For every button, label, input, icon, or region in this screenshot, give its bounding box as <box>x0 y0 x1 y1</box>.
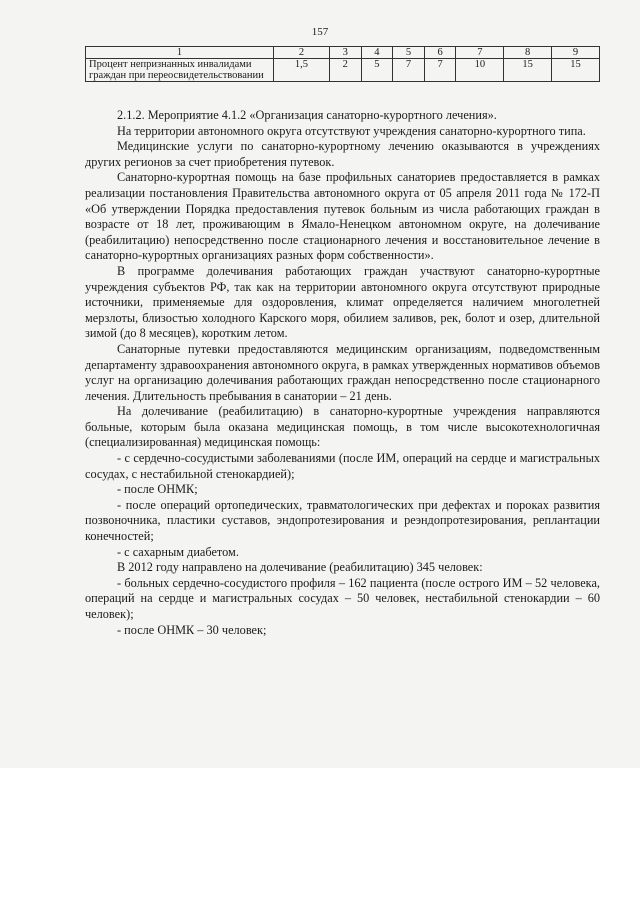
paragraph: На долечивание (реабилитацию) в санаторно-курортные учреждения направляются больные, которым была оказана медицинская помощь, в том числе высокотехнологичная (специализированная) медицинская помощь: <box>85 404 600 450</box>
table-header-cell: 9 <box>552 47 600 59</box>
table-header-cell: 8 <box>504 47 552 59</box>
list-item: - после ОНМК; <box>117 482 198 497</box>
paragraph: Санаторные путевки предоставляются медицинским организациям, подведомственным департаменту здравоохранения автономного округа, в рамках утвержденных нормативов объемов услуг на организацию долечивания работающих граждан непосредственно после стационарного лечения. Длительность пребывания в санатории – 21 день. <box>85 341 600 403</box>
document-body <box>85 108 600 638</box>
list-item: - больных сердечно-сосудистого профиля – 162 пациента (после острого ИМ – 52 человека, операций на сердце и магистральных сосудах – 50 человек, нестабильной стенокардии – 60 человек); <box>85 575 600 621</box>
list-item: - с сахарным диабетом. <box>117 544 239 559</box>
paragraph: На территории автономного округа отсутствуют учреждения санаторно-курортного типа. <box>117 123 586 138</box>
table-header-cell: 5 <box>393 47 425 59</box>
list-item: - после операций ортопедических, травматологических при дефектах и пороках развития позвоночника, пластики суставов, эндопротезирования и реэндопротезирования, реплантации конечностей; <box>85 497 600 544</box>
section-heading: 2.1.2. Мероприятие 4.1.2 «Организация санаторно-курортного лечения». <box>117 108 497 122</box>
paragraph: В 2012 году направлено на долечивание (реабилитацию) 345 человек: <box>117 560 483 575</box>
table-header-cell: 2 <box>274 47 330 59</box>
table-cell: 15 <box>552 59 600 82</box>
table-header-cell: 6 <box>424 47 456 59</box>
table-cell: 10 <box>456 59 504 82</box>
table-cell: 5 <box>361 59 393 82</box>
table-header-cell: 4 <box>361 47 393 59</box>
table-cell: 2 <box>329 59 361 82</box>
paragraph: Санаторно-курортная помощь на базе профильных санаториев предоставляется в рамках реализации постановления Правительства автономного округа от 05 апреля 2011 года № 172-П «Об утверждении Порядка предоставления путевок больным из числа работающих граждан в возрасте от 18 лет, проживающим в Ямало-Ненецком автономном округе, на долечивание (реабилитацию) непосредственно после стационарного лечения и восстановительное лечение в санаторно-курортных организациях разных форм собственности». <box>85 170 600 263</box>
table-cell: 1,5 <box>274 59 330 82</box>
table-cell: 7 <box>424 59 456 82</box>
list-item: - с сердечно-сосудистыми заболеваниями (после ИМ, операций на сердце и магистральных сосудах, с нестабильной стенокардией); <box>85 451 600 481</box>
paragraph: Медицинские услуги по санаторно-курортному лечению оказываются в учреждениях других регионов за счет приобретения путевок. <box>85 139 600 169</box>
list-item: - после ОНМК – 30 человек; <box>117 622 267 637</box>
table-row-label: Процент непризнанных инвалидами граждан при переосвидетельствовании <box>86 59 274 82</box>
table-cell: 7 <box>393 59 425 82</box>
table-header-cell: 7 <box>456 47 504 59</box>
paragraph: В программе долечивания работающих граждан участвуют санаторно-курортные учреждения субъектов РФ, так как на территории автономного округа отсутствуют природные источники, применяемые для оздоровления, климат определяется наличием многолетней мерзлоты, близостью холодного Карского моря, обилием заливов, рек, болот и озер, длительной зимой (до 8 месяцев), коротким летом. <box>85 263 600 341</box>
page-number: 157 <box>311 26 329 38</box>
table-header-cell: 3 <box>329 47 361 59</box>
statistics-table <box>85 46 600 82</box>
table-header-row <box>86 47 600 59</box>
table-row <box>86 59 600 82</box>
table-header-cell: 1 <box>86 47 274 59</box>
table-cell: 15 <box>504 59 552 82</box>
